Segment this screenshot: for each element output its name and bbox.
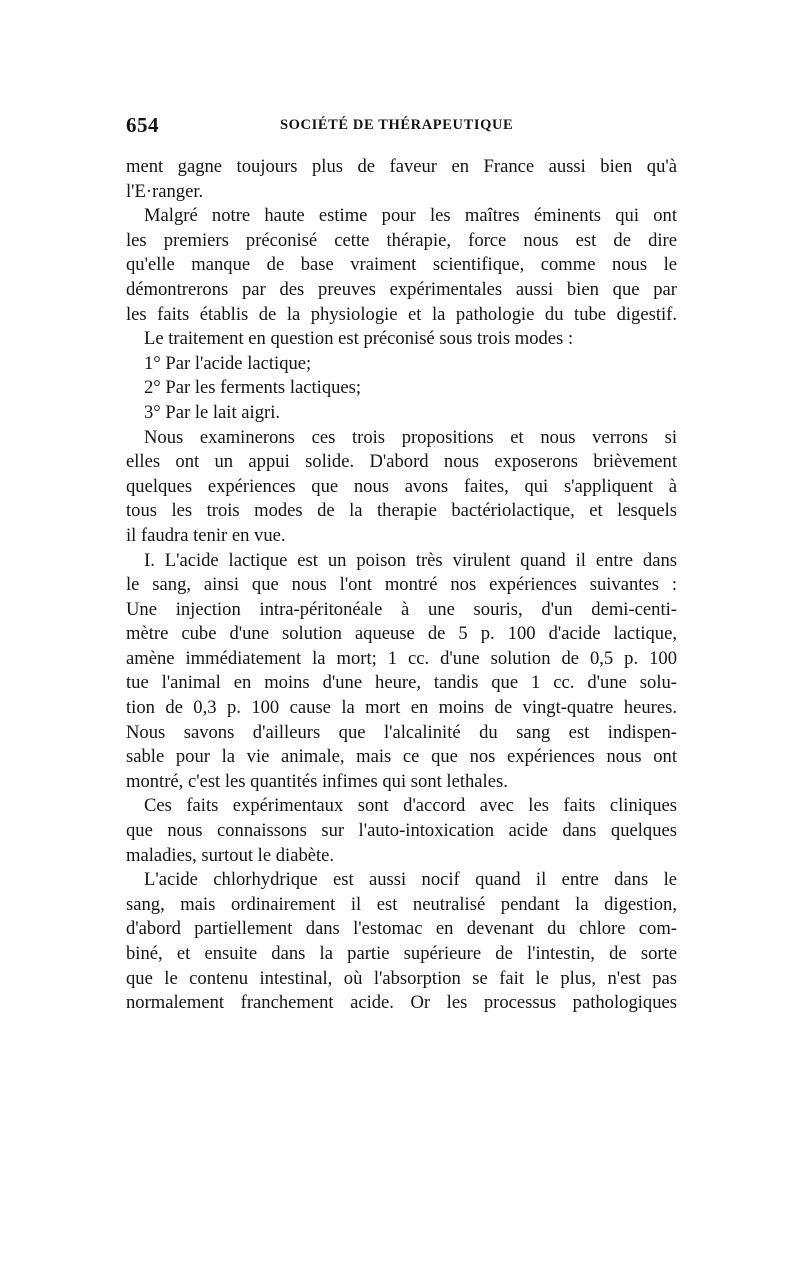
- text-line: quelques expériences que nous avons faites, qui s'appliquent à: [126, 475, 677, 497]
- text-line: ment gagne toujours plus de faveur en France aussi bien qu'à: [126, 156, 677, 177]
- running-head: [126, 113, 677, 141]
- text-line: tous les trois modes de la therapie bactériolactique, et lesquels: [126, 500, 677, 522]
- body-text: [126, 155, 677, 1016]
- text-line: Une injection intra-péritonéale à une souris, d'un demi-centi-: [126, 598, 677, 620]
- text-line: normalement franchement acide. Or les processus pathologiques: [126, 992, 677, 1014]
- text-line: les faits établis de la physiologie et la pathologie du tube digestif.: [126, 303, 677, 325]
- journal-title: SOCIÉTÉ DE THÉRAPEUTIQUE: [280, 117, 514, 133]
- text-line: sang, mais ordinairement il est neutralisé pendant la digestion,: [126, 893, 677, 915]
- text-line: que le contenu intestinal, où l'absorption se fait le plus, n'est pas: [126, 967, 677, 989]
- text-line: il faudra tenir en vue.: [126, 524, 286, 546]
- text-line: l'E·ranger.: [126, 180, 204, 202]
- page-number: 654: [126, 113, 159, 137]
- text-line: L'acide chlorhydrique est aussi nocif quand il entre dans le: [144, 869, 677, 891]
- text-line: sable pour la vie animale, mais ce que nos expériences nous ont: [126, 746, 677, 768]
- text-line: Ces faits expérimentaux sont d'accord avec les faits cliniques: [144, 795, 677, 817]
- text-line: I. L'acide lactique est un poison très virulent quand il entre dans: [144, 549, 677, 571]
- text-line: biné, et ensuite dans la partie supérieure de l'intestin, de sorte: [126, 943, 677, 964]
- text-line: amène immédiatement la mort; 1 cc. d'une solution de 0,5 p. 100: [126, 647, 677, 669]
- text-line: que nous connaissons sur l'auto-intoxication acide dans quelques: [126, 820, 677, 842]
- text-line: d'abord partiellement dans l'estomac en devenant du chlore com-: [126, 918, 677, 940]
- list-item: 2° Par les ferments lactiques;: [144, 377, 362, 399]
- book-page: [126, 113, 677, 1016]
- list-item: 1° Par l'acide lactique;: [144, 352, 312, 374]
- text-line: Malgré notre haute estime pour les maîtres éminents qui ont: [144, 205, 677, 227]
- text-line: Nous savons d'ailleurs que l'alcalinité du sang est indispen-: [126, 721, 677, 743]
- text-line: tue l'animal en moins d'une heure, tandis que 1 cc. d'une solu-: [126, 672, 677, 694]
- text-line: montré, c'est les quantités infimes qui sont lethales.: [126, 770, 508, 792]
- text-line: tion de 0,3 p. 100 cause la mort en moins de vingt-quatre heures.: [126, 697, 677, 719]
- text-line: les premiers préconisé cette thérapie, force nous est de dire: [126, 229, 677, 251]
- text-line: le sang, ainsi que nous l'ont montré nos expériences suivantes :: [126, 574, 677, 596]
- text-line: Le traitement en question est préconisé sous trois modes :: [144, 328, 574, 350]
- text-line: qu'elle manque de base vraiment scientifique, comme nous le: [126, 254, 677, 276]
- text-line: Nous examinerons ces trois propositions et nous verrons si: [144, 426, 677, 448]
- text-line: elles ont un appui solide. D'abord nous exposerons brièvement: [126, 451, 677, 473]
- text-line: maladies, surtout le diabète.: [126, 844, 335, 866]
- text-line: démontrerons par des preuves expérimentales aussi bien que par: [126, 278, 677, 300]
- text-line: mètre cube d'une solution aqueuse de 5 p. 100 d'acide lactique,: [126, 623, 677, 645]
- list-item: 3° Par le lait aigri.: [144, 401, 281, 423]
